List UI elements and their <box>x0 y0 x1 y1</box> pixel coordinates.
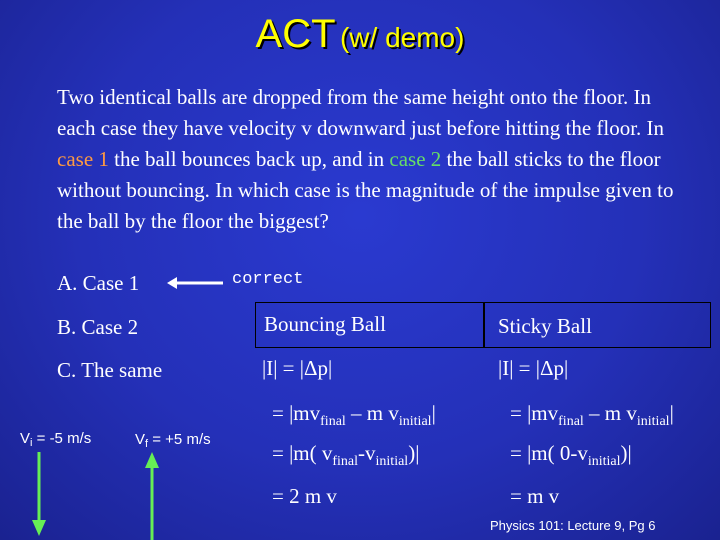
bouncing-line1: |I| = |Δp| <box>262 356 333 380</box>
bouncing-header: Bouncing Ball <box>264 312 386 336</box>
sticky-line1: |I| = |Δp| <box>498 356 569 380</box>
choice-c: C. The same <box>57 358 163 382</box>
bouncing-line3: = |m( $v_{final}-v_{initial})|$ <box>272 441 420 469</box>
bouncing-line4: = 2 m v <box>272 484 337 508</box>
correct-arrow-icon <box>167 276 225 290</box>
choice-a: A. Case 1 <box>57 271 140 295</box>
initial-velocity-label: $V_i = -5$ m/s <box>20 430 92 449</box>
up-arrow-icon <box>142 452 162 540</box>
down-arrow-icon <box>29 452 49 540</box>
sticky-line3: = |m( $0-v_{initial})|$ <box>510 441 632 469</box>
title-sub: (w/ demo) <box>339 22 465 53</box>
footer-text: Physics 101: Lecture 9, Pg 6 <box>490 518 656 533</box>
case1-text: case 1 <box>57 147 109 171</box>
question-part3: the ball sticks to the floor without bouncing. In which case is the magnitude of the impulse given to the ball by the floor the biggest? <box>57 147 674 233</box>
sticky-line2: = $|mv_{final}$ – m $v_{initial}|$ <box>510 401 674 429</box>
final-velocity-label: $V_f = +5$ m/s <box>135 431 211 450</box>
question-part1: Two identical balls are dropped from the same height onto the floor. In each case they have velocity v downward just before hitting the floor. In <box>57 85 665 140</box>
question-text <box>57 82 677 237</box>
correct-label: correct <box>232 270 304 289</box>
question-part2: the ball bounces back up, and in <box>108 147 390 171</box>
case2-text: case 2 <box>389 147 442 171</box>
title-main: ACT <box>255 12 336 56</box>
sticky-line4: = m v <box>510 484 560 508</box>
choice-b: B. Case 2 <box>57 315 139 339</box>
bouncing-line2: = $|mv_{final}$ – m $v_{initial}|$ <box>272 401 436 429</box>
sticky-header: Sticky Ball <box>498 314 592 338</box>
slide-title <box>0 12 720 57</box>
